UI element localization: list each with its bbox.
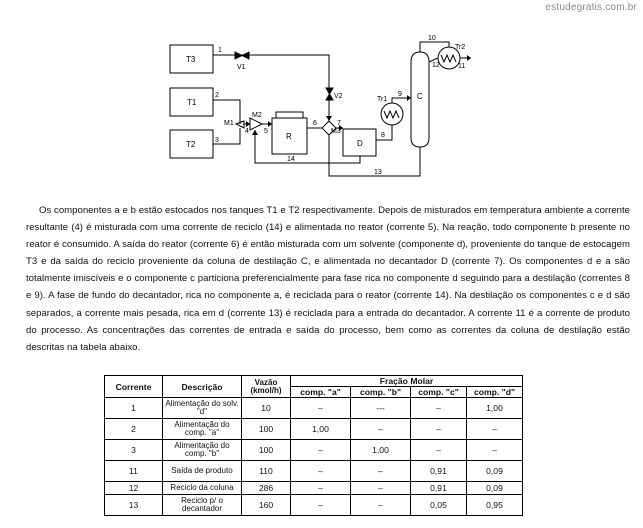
- stream-2: 2: [215, 92, 219, 99]
- label-r: R: [286, 132, 292, 141]
- label-t2: T2: [186, 140, 196, 149]
- label-d: D: [357, 139, 363, 148]
- stream-9: 9: [398, 91, 402, 98]
- label-m2: M2: [252, 112, 262, 119]
- table-row: 2 Alimentação do comp. "a" 100 1,00 – – –: [105, 419, 523, 440]
- stream-13: 13: [374, 169, 382, 176]
- label-t1: T1: [187, 98, 197, 107]
- stream-14: 14: [287, 156, 295, 163]
- label-c: C: [417, 92, 423, 101]
- stream-4: 4: [245, 128, 249, 135]
- header-corrente: Corrente: [105, 376, 163, 398]
- label-tr1: Tr1: [377, 96, 388, 103]
- watermark-text: estudegratis.com.br: [545, 2, 637, 13]
- table-row: 12 Reciclo da coluna 286 – – 0,91 0,09: [105, 482, 523, 495]
- description-paragraph: Os componentes a e b estão estocados nos tanques T1 e T2 respectivamente. Depois de misturados em temperatura ambiente a corrente resultante (4) é misturada com uma corrente de reciclo (14) e alimentada no reator (corrente 5). Na reação, todo componente b presente no reator é consumido. A saída do reator (corrente 6) é então misturada com um solvente (componente d), proveniente do tanque de estocagem T3 e da saída do reciclo proveniente da coluna de destilação C, e alimentada no decantador D (corrente 7). Os componentes d e a são totalmente imiscíveis e o componente c particiona preferencialmente para fase rica no componente d seguindo para a destilação (correntes 8 e 9). A fase de fundo do decantador, rica no componente a, é reciclada para o reator (corrente 14). Na destilação os componentes c e d são separados, a corrente mais pesada, rica em d (corrente 13) é reciclada para a entrada do decantador. A corrente 11 é a corrente de produto do processo. As concentrações das correntes de entrada e saída do processo, bem como as correntes da coluna de destilação estão descritas na tabela abaixo.: [26, 205, 630, 353]
- subheader-c: comp. "c": [411, 387, 467, 398]
- label-m1: M1: [224, 120, 234, 127]
- label-v2: V2: [334, 93, 343, 100]
- table-row: 13 Reciclo p/ o decantador 160 – – 0,05 0,95: [105, 495, 523, 516]
- subheader-d: comp. "d": [467, 387, 523, 398]
- stream-6: 6: [313, 120, 317, 127]
- stream-8: 8: [381, 132, 385, 139]
- stream-7: 7: [337, 120, 341, 127]
- stream-11: 11: [458, 63, 466, 70]
- stream-12: 12: [432, 62, 440, 69]
- header-fracao: Fração Molar: [291, 376, 523, 387]
- label-m3: M3: [331, 128, 341, 135]
- header-descricao: Descrição: [163, 376, 242, 398]
- table-row: 1 Alimentação do solv. "d" 10 – --- – 1,00: [105, 398, 523, 419]
- stream-1: 1: [218, 47, 222, 54]
- exchanger-tr1: [381, 103, 403, 125]
- data-table: [104, 375, 523, 516]
- mixer-m2: [250, 118, 262, 130]
- subheader-b: comp. "b": [351, 387, 411, 398]
- table-row: 3 Alimentação do comp. "b" 100 – 1,00 – –: [105, 440, 523, 461]
- reactor-lid: [276, 112, 303, 118]
- process-flow-diagram: [0, 0, 643, 200]
- table-row: 11 Saída de produto 110 – – 0,91 0,09: [105, 461, 523, 482]
- valve-v2b: [326, 94, 333, 100]
- subheader-a: comp. "a": [291, 387, 351, 398]
- label-tr2: Tr2: [455, 44, 466, 51]
- stream-5: 5: [264, 128, 268, 135]
- header-vazao: Vazão (kmol/h): [242, 376, 291, 398]
- stream-3: 3: [215, 137, 219, 144]
- stream-10: 10: [428, 35, 436, 42]
- label-t3: T3: [186, 55, 196, 64]
- label-v1: V1: [237, 64, 246, 71]
